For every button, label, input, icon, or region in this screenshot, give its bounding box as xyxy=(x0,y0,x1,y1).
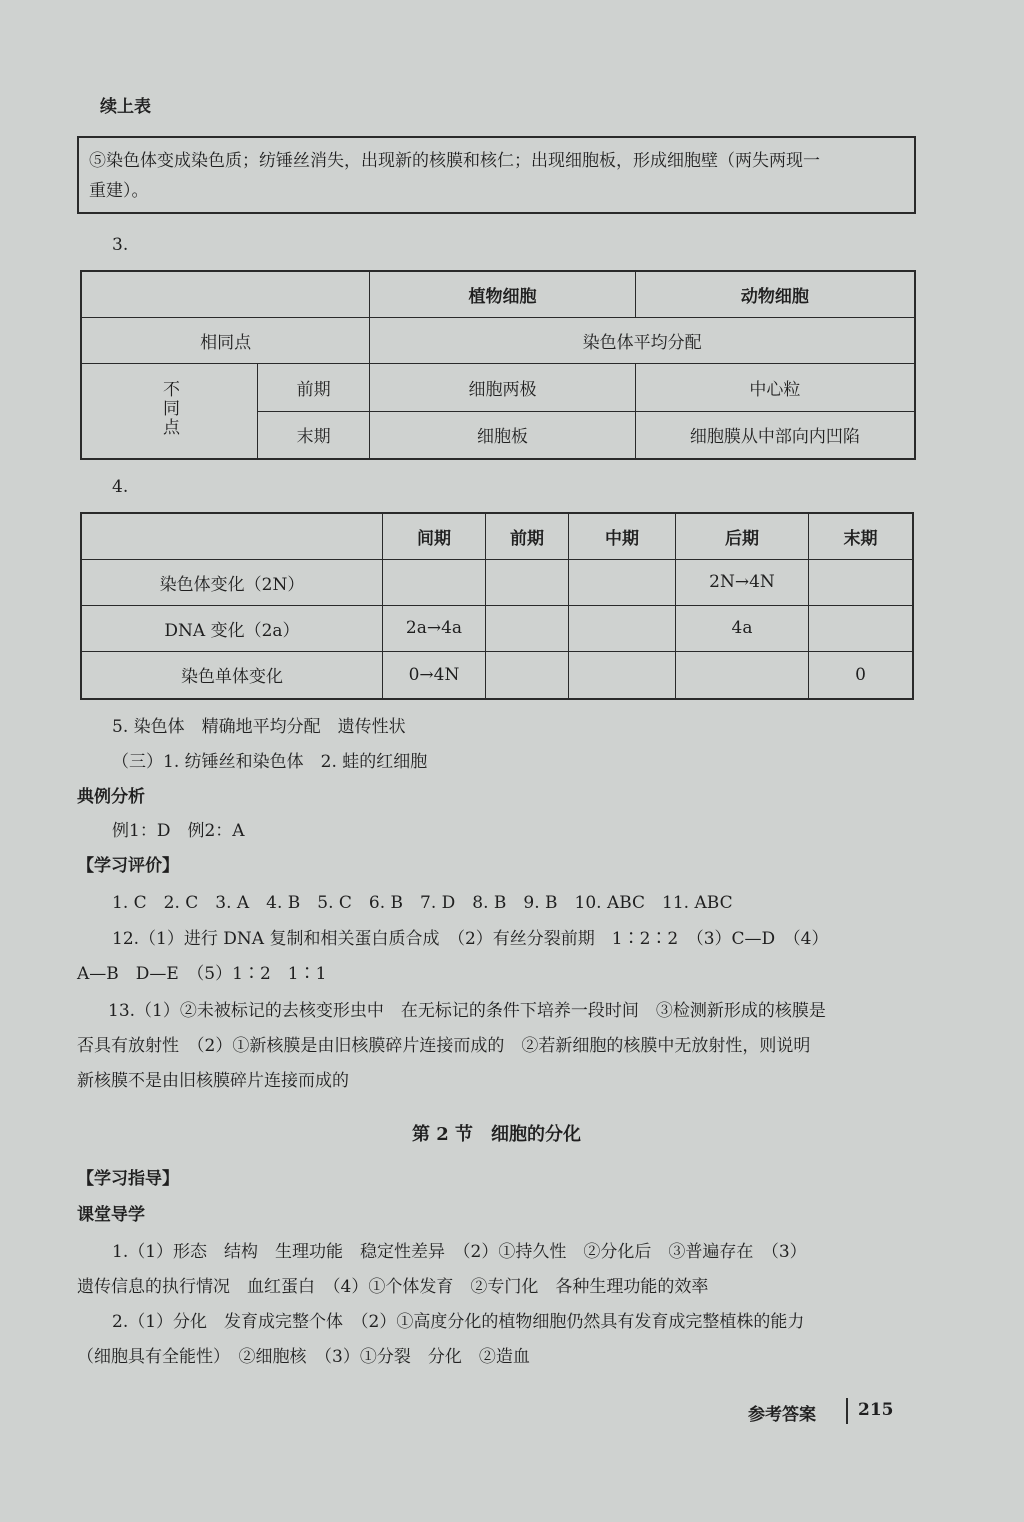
table4-cell: 4a xyxy=(676,605,809,651)
table4-cell xyxy=(383,559,486,605)
section-title: 第 2 节 细胞的分化 xyxy=(412,1124,582,1145)
table4-cell xyxy=(569,559,676,605)
table4-cell xyxy=(569,605,676,651)
table4-header: 后期 xyxy=(676,513,809,559)
learning-evaluation-heading: 【学习评价】 xyxy=(77,856,179,876)
class-guide-heading: 课堂导学 xyxy=(77,1205,145,1225)
table4-cell xyxy=(569,651,676,699)
continued-table-cell xyxy=(77,136,916,214)
table4-row-label: 染色体变化（2N） xyxy=(81,559,383,605)
table4-cell: 2a→4a xyxy=(383,605,486,651)
guide-answer-2-line: （细胞具有全能性） ②细胞核 （3）①分裂 分化 ②造血 xyxy=(77,1347,530,1367)
boxed-line-1: ⑤染色体变成染色质；纺锤丝消失，出现新的核膜和核仁；出现细胞板，形成细胞壁（两失两现一 xyxy=(89,151,820,171)
answer-q12-line: 12.（1）进行 DNA 复制和相关蛋白质合成 （2）有丝分裂前期 1∶2∶2 （3）C—D （4） xyxy=(112,929,829,949)
table4-header: 前期 xyxy=(486,513,569,559)
table3-corner-cell xyxy=(81,271,370,317)
table3-phase-cell: 前期 xyxy=(258,363,370,411)
table4-cell xyxy=(486,605,569,651)
table4-corner-cell xyxy=(81,513,383,559)
mitosis-change-table xyxy=(80,512,914,700)
typical-analysis-heading: 典例分析 xyxy=(77,787,145,807)
table3-same-label: 相同点 xyxy=(81,317,370,363)
table3-animal-cell: 中心粒 xyxy=(635,363,915,411)
answer-q5: 5. 染色体 精确地平均分配 遗传性状 xyxy=(112,717,406,737)
footer-separator xyxy=(846,1398,848,1424)
table3-same-value: 染色体平均分配 xyxy=(370,317,915,363)
table4-row-label: 染色单体变化 xyxy=(81,651,383,699)
table3-diff-label-text: 不同点 xyxy=(159,379,179,437)
table3-animal-cell: 细胞膜从中部向内凹陷 xyxy=(635,411,915,459)
table4-header: 末期 xyxy=(809,513,914,559)
guide-answer-1-line: 1.（1）形态 结构 生理功能 稳定性差异 （2）①持久性 ②分化后 ③普遍存在 （3） xyxy=(112,1242,807,1262)
table4-cell xyxy=(486,651,569,699)
answer-q13-line: 新核膜不是由旧核膜碎片连接而成的 xyxy=(77,1071,349,1091)
answer-q13-line: 13.（1）②未被标记的去核变形虫中 在无标记的条件下培养一段时间 ③检测新形成的核膜是 xyxy=(108,1001,826,1021)
table3-plant-cell: 细胞板 xyxy=(370,411,635,459)
table4-header: 间期 xyxy=(383,513,486,559)
table3-header-animal: 动物细胞 xyxy=(635,271,915,317)
table3-phase-cell: 末期 xyxy=(258,411,370,459)
guide-answer-1-line: 遗传信息的执行情况 血红蛋白 （4）①个体发育 ②专门化 各种生理功能的效率 xyxy=(77,1277,709,1297)
table4-cell xyxy=(809,605,914,651)
question-3-label: 3. xyxy=(112,235,129,255)
table4-cell xyxy=(486,559,569,605)
learning-guide-heading: 【学习指导】 xyxy=(77,1169,179,1189)
answer-part-three: （三）1. 纺锤丝和染色体 2. 蛙的红细胞 xyxy=(112,752,428,772)
footer-label: 参考答案 xyxy=(748,1405,816,1425)
table3-plant-cell: 细胞两极 xyxy=(370,363,635,411)
example-answers: 例1：D 例2：A xyxy=(112,821,245,841)
answer-q13-line: 否具有放射性 （2）①新核膜是由旧核膜碎片连接而成的 ②若新细胞的核膜中无放射性，则说明 xyxy=(77,1036,811,1056)
table4-row-label: DNA 变化（2a） xyxy=(81,605,383,651)
guide-answer-2-line: 2.（1）分化 发育成完整个体 （2）①高度分化的植物细胞仍然具有发育成完整植株的能力 xyxy=(112,1312,805,1332)
multiple-choice-answers: 1. C 2. C 3. A 4. B 5. C 6. B 7. D 8. B 9. B 10. ABC 11. ABC xyxy=(112,893,733,913)
table4-cell xyxy=(809,559,914,605)
answer-q12-line: A—B D—E （5）1∶2 1∶1 xyxy=(77,964,327,984)
table3-diff-label xyxy=(81,363,258,459)
boxed-line-2: 重建）。 xyxy=(89,181,149,201)
table4-cell: 2N→4N xyxy=(676,559,809,605)
continued-heading: 续上表 xyxy=(100,97,151,117)
mitosis-comparison-table xyxy=(80,270,916,460)
table4-cell: 0→4N xyxy=(383,651,486,699)
table3-header-plant: 植物细胞 xyxy=(370,271,635,317)
page-number: 215 xyxy=(858,1400,894,1420)
table4-header: 中期 xyxy=(569,513,676,559)
question-4-label: 4. xyxy=(112,477,129,497)
table4-cell xyxy=(676,651,809,699)
table4-cell: 0 xyxy=(809,651,914,699)
